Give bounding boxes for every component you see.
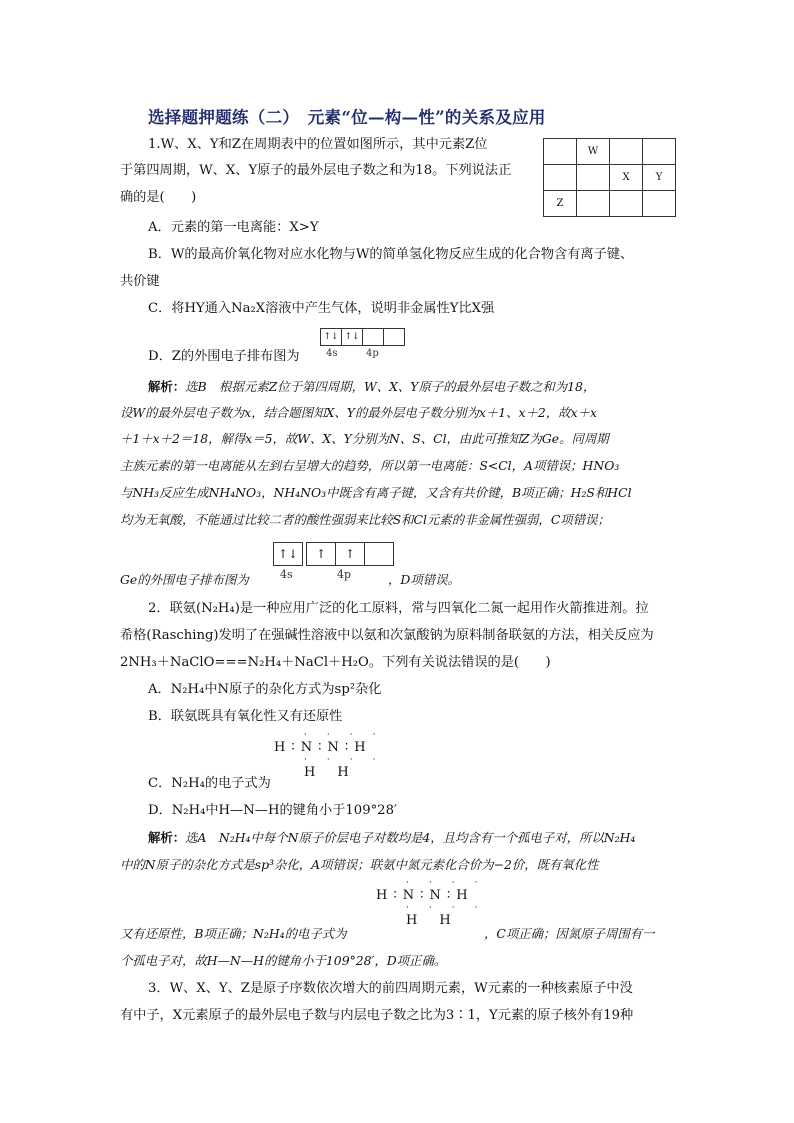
q1-explanation-line2: 设W的最外层电子数为x，结合题图知X、Y的最外层电子数分别为x＋1、x＋2，故x＋x — [120, 405, 597, 420]
q2-option-a: A．N₂H₄中N原子的杂化方式为sp²杂化 — [148, 682, 382, 697]
orbital-diagram-d — [320, 328, 405, 346]
q3-stem-line2: 有中子，X元素原子的最外层电子数与内层电子数之比为3∶1，Y元素的原子核外有19种 — [120, 1008, 634, 1023]
q2-stem-line3: 2NH₃＋NaClO===N₂H₄＋NaCl＋H₂O。下列有关说法错误的是( ) — [120, 655, 551, 670]
q1-option-c: C．将HY通入Na₂X溶液中产生气体，说明非金属性Y比X强 — [148, 301, 495, 316]
q1-stem-line3: 确的是( ) — [120, 190, 197, 205]
q1-option-a: A．元素的第一电离能：X>Y — [148, 220, 319, 235]
q1-explanation-line7: Ge的外围电子排布图为 — [120, 572, 249, 587]
q1-explanation-line5: 与NH₃反应生成NH₄NO₃，NH₄NO₃中既含有离子键，又含有共价键，B项正确；H₂S和HCl — [120, 485, 632, 500]
table-cell-y: Y — [643, 165, 676, 191]
q2-stem-line1: 2．联氨(N₂H₄)是一种应用广泛的化工原料，常与四氧化二氮一起用作火箭推进剂。拉 — [148, 601, 649, 616]
orbital-label-4s: 4s — [326, 348, 338, 359]
orbital-box-4p-3 — [384, 328, 405, 346]
q1-explanation-line6: 均为无氧酸，不能通过比较二者的酸性强弱来比较S和Cl元素的非金属性强弱，C项错误； — [120, 512, 610, 527]
q1-option-b-line1: B．W的最高价氧化物对应水化物与W的简单氢化物反应生成的化合物含有离子键、 — [148, 247, 634, 262]
q2-explanation-line4: 个孤电子对，故H—N—H的键角小于109°28′，D项正确。 — [120, 953, 447, 968]
orbital-box-4p-2: ↑ — [336, 542, 365, 566]
n2h4-electron-formula-explanation: ···· H ∶ N ∶ N ∶ H ···· H H — [376, 878, 498, 928]
orbital-diagram-explanation — [273, 542, 394, 566]
q1-option-b-line2: 共价键 — [120, 274, 160, 289]
table-cell-x: X — [610, 165, 643, 191]
q1-explanation-line7-end: ，D项错误。 — [388, 572, 460, 587]
q3-stem-line1: 3．W、X、Y、Z是原子序数依次增大的前四周期元素，W元素的一种核素原子中没 — [148, 981, 633, 996]
page-title: 选择题押题练（二） 元素“位—构—性”的关系及应用 — [148, 108, 546, 127]
q1-explanation-line3: ＋1＋x＋2＝18，解得x＝5，故W、X、Y分别为N、S、Cl，由此可推知Z为Ge。同周期 — [120, 431, 609, 446]
orbital-box-4p-2 — [363, 328, 384, 346]
q2-explanation-line2: 中的N原子的杂化方式是sp³杂化，A项错误；联氨中氮元素化合价为−2价，既有氧化性 — [120, 857, 599, 872]
q1-explanation-line4: 主族元素的第一电离能从左到右呈增大的趋势，所以第一电离能：S<Cl，A项错误；HNO₃ — [120, 458, 620, 473]
q1-stem-line2: 于第四周期，W、X、Y原子的最外层电子数之和为18。下列说法正 — [120, 163, 512, 178]
q2-stem-line2: 希格(Rasching)发明了在强碱性溶液中以氨和次氯酸钠为原料制备联氨的方法，相关反应为 — [120, 628, 654, 643]
orbital-label-4p: 4p — [337, 568, 352, 581]
q1-stem-line1: 1.W、X、Y和Z在周期表中的位置如图所示，其中元素Z位 — [148, 137, 488, 152]
periodic-table-fragment — [543, 138, 676, 217]
q2-explanation-line3-end: ，C项正确；因氮原子周围有一 — [484, 926, 655, 941]
q2-option-c: C．N₂H₄的电子式为 — [148, 776, 271, 791]
orbital-box-4p-3 — [365, 542, 394, 566]
table-cell-w: W — [577, 139, 610, 165]
orbital-box-4s: ↑ ↓ — [273, 542, 303, 566]
q2-option-b: B．联氨既具有氧化性又有还原性 — [148, 709, 343, 724]
orbital-box-4s: ↑ ↓ — [320, 328, 342, 346]
orbital-box-4p-1: ↑ — [306, 542, 336, 566]
q2-option-d: D．N₂H₄中H—N—H的键角小于109°28′ — [148, 803, 397, 818]
q2-explanation-line3: 又有还原性，B项正确；N₂H₄的电子式为 — [120, 926, 347, 941]
q1-option-d: D．Z的外围电子排布图为 — [148, 349, 300, 364]
table-cell-z: Z — [544, 191, 577, 217]
q1-explanation-line1: 解析：选B 根据元素Z位于第四周期，W、X、Y原子的最外层电子数之和为18， — [148, 379, 596, 394]
q2-explanation-line1: 解析：选A N₂H₄中每个N原子价层电子对数均是4，且均含有一个孤电子对，所以N₂H₄ — [148, 830, 636, 845]
orbital-box-4p-1: ↑ ↓ — [342, 328, 363, 346]
orbital-label-4p: 4p — [366, 348, 379, 359]
orbital-label-4s: 4s — [280, 568, 293, 581]
n2h4-electron-formula: ···· H ∶ N ∶ N ∶ H ···· H H — [274, 730, 396, 780]
